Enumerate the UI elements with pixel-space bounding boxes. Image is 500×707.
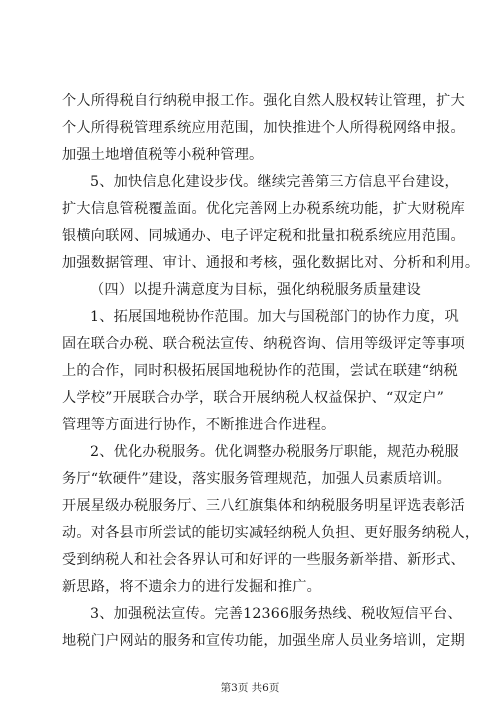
paragraph-start-line: 3、加强税法宣传。完善12366服务热线、税收短信平台、 bbox=[90, 606, 462, 622]
text-line: 开展星级办税服务厅、三八红旗集体和纳税服务明星评选表彰活 bbox=[62, 498, 465, 514]
text-line: 受到纳税人和社会各界认可和好评的一些服务新举措、新形式、 bbox=[62, 552, 465, 568]
section-heading: （四）以提升满意度为目标，强化纳税服务质量建设 bbox=[90, 282, 421, 298]
text-line: 个人所得税管理系统应用范围，加快推进个人所得税网络申报。 bbox=[62, 120, 465, 136]
text-line: 上的合作，同时积极拓展国地税协作的范围，尝试在联建“纳税 bbox=[62, 363, 458, 379]
document-body bbox=[62, 88, 480, 655]
paragraph-start-line: 2、优化办税服务。优化调整办税服务厅职能，规范办税服 bbox=[90, 444, 459, 460]
paragraph-start-line: 5、加快信息化建设步伐。继续完善第三方信息平台建设， bbox=[90, 174, 459, 190]
page-number-footer: 第3页 共6页 bbox=[220, 682, 280, 694]
text-line: 个人所得税自行纳税申报工作。强化自然人股权转让管理，扩大 bbox=[62, 93, 465, 109]
text-line: 地税门户网站的服务和宣传功能，加强坐席人员业务培训，定期 bbox=[62, 633, 465, 649]
text-line: 加强土地增值税等小税种管理。 bbox=[62, 147, 264, 163]
text-line: 动。对各县市所尝试的能切实减轻纳税人负担、更好服务纳税人， bbox=[62, 525, 480, 541]
text-line: 银横向联网、同城通办、电子评定税和批量扣税系统应用范围。 bbox=[62, 228, 465, 244]
text-line: 固在联合办税、联合税法宣传、纳税咨询、信用等级评定等事项 bbox=[62, 336, 465, 352]
text-line: 人学校”开展联合办学，联合开展纳税人权益保护、“双定户” bbox=[62, 390, 445, 406]
text-line: 加强数据管理、审计、通报和考核，强化数据比对、分析和利用。 bbox=[62, 255, 480, 271]
text-line: 管理等方面进行协作，不断推进合作进程。 bbox=[62, 417, 336, 433]
text-line: 新思路，将不遗余力的进行发掘和推广。 bbox=[62, 579, 321, 595]
text-line: 扩大信息管税覆盖面。优化完善网上办税系统功能，扩大财税库 bbox=[62, 201, 465, 217]
text-line: 务厅“软硬件”建设，落实服务管理规范，加强人员素质培训。 bbox=[62, 471, 451, 487]
paragraph-start-line: 1、拓展国地税协作范围。加大与国税部门的协作力度，巩 bbox=[90, 309, 459, 325]
